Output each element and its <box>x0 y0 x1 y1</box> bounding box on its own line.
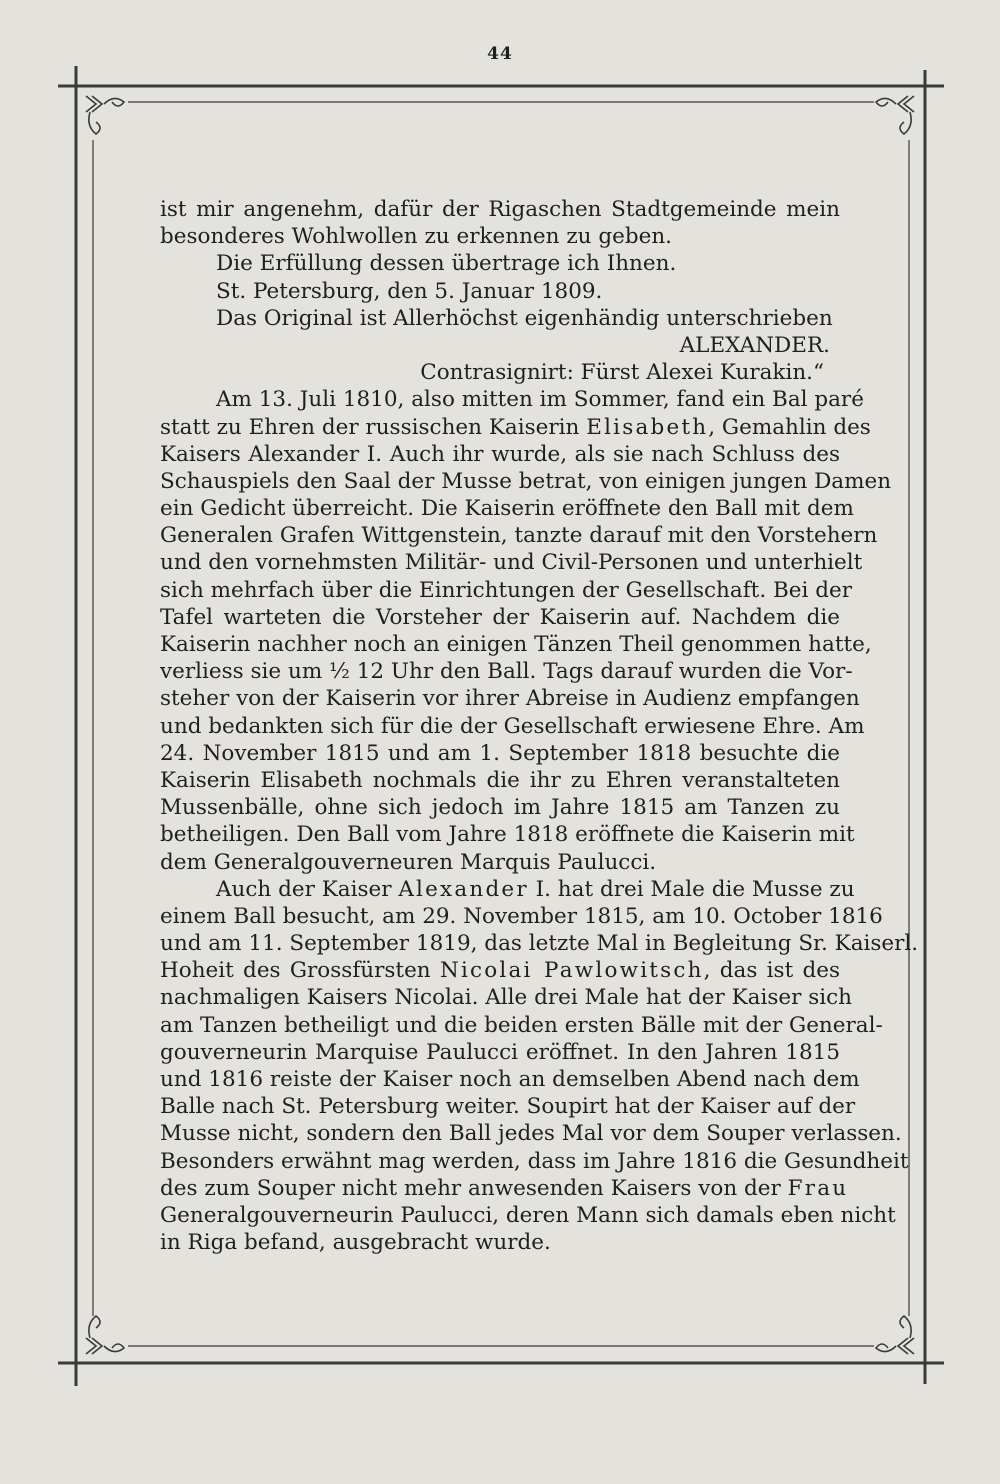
ornament-corner-icon <box>876 1316 914 1354</box>
text-line: Besonders erwähnt mag werden, dass im Jahre 1816 die Gesundheit <box>160 1148 909 1174</box>
text-line: steher von der Kaiserin vor ihrer Abreise in Audienz empfangen <box>160 686 860 712</box>
text-line: Kaiserin nachher noch an einigen Tänzen Theil genommen hatte, <box>160 632 872 657</box>
spaced-name: Nicolai Pawlowitsch <box>439 958 704 984</box>
text-line: Generalen Grafen Wittgenstein, tanzte darauf mit den Vorstehern <box>160 523 878 549</box>
text-line: 24. November 1815 und am 1. September 1818 besuchte die <box>160 740 840 766</box>
text-span: , Gemahlin des <box>708 414 871 440</box>
text-line: gouverneurin Marquise Paulucci eröffnet. In den Jahren 1815 <box>160 1039 840 1065</box>
text-line: besonderes Wohlwollen zu erkennen zu geben. <box>160 224 673 250</box>
text-line <box>160 876 855 903</box>
text-line: St. Petersburg, den 5. Januar 1809. <box>216 278 603 304</box>
text-span: statt zu Ehren der russischen Kaiserin <box>160 414 587 440</box>
text-line: Tafel warteten die Vorsteher der Kaiserin auf. Nachdem die <box>160 604 840 630</box>
text-line: nachmaligen Kaisers Nicolai. Alle drei Male hat der Kaiser sich <box>160 985 852 1011</box>
spaced-name: Alexander <box>398 876 529 902</box>
text-line: Schauspiels den Saal der Musse betrat, von einigen jungen Damen <box>160 468 892 494</box>
text-span: I. hat drei Male die Musse zu <box>528 876 855 902</box>
text-line: Am 13. Juli 1810, also mitten im Sommer, fand ein Bal paré <box>216 387 864 413</box>
text-line: und 1816 reiste der Kaiser noch an demselben Abend nach dem <box>160 1067 860 1092</box>
text-line: Mussenbälle, ohne sich jedoch im Jahre 1815 am Tanzen zu <box>160 795 840 821</box>
text-line: ein Gedicht überreicht. Die Kaiserin eröffnete den Ball mit dem <box>160 496 854 522</box>
text-line: Balle nach St. Petersburg weiter. Soupirt hat der Kaiser auf der <box>160 1094 856 1120</box>
text-line: ist mir angenehm, dafür der Rigaschen Stadtgemeinde mein <box>160 197 840 222</box>
text-line: einem Ball besucht, am 29. November 1815, am 10. October 1816 <box>160 903 883 929</box>
page-number: 44 <box>487 44 513 64</box>
text-line: am Tanzen betheiligt und die beiden ersten Bälle mit der General- <box>160 1012 883 1038</box>
text-span: , das ist des <box>703 958 841 984</box>
text-line: Die Erfüllung dessen übertrage ich Ihnen. <box>216 251 677 277</box>
text-span: des zum Souper nicht mehr anwesenden Kaisers von der <box>160 1175 788 1201</box>
ornament-corner-icon <box>86 1316 124 1354</box>
text-span: Hoheit des Grossfürsten <box>160 958 440 984</box>
spaced-name: Elisabeth <box>586 414 709 440</box>
text-span: Auch der Kaiser <box>216 876 399 902</box>
text-line: Das Original ist Allerhöchst eigenhändig unterschrieben <box>216 305 833 331</box>
text-line: Kaiserin Elisabeth nochmals die ihr zu Ehren veranstalteten <box>160 767 840 793</box>
text-line: in Riga befand, ausgebracht wurde. <box>160 1230 551 1256</box>
signature-line: ALEXANDER. <box>679 332 830 358</box>
text-line: Generalgouverneurin Paulucci, deren Mann sich damals eben nicht <box>160 1202 896 1228</box>
body-text <box>160 196 919 1256</box>
ornament-corner-icon <box>86 96 124 134</box>
text-line: betheiligen. Den Ball vom Jahre 1818 eröffnete die Kaiserin mit <box>160 822 855 848</box>
text-line <box>160 1175 849 1202</box>
text-line: Contrasignirt: Fürst Alexei Kurakin.“ <box>420 360 824 386</box>
ornament-corner-icon <box>876 96 914 134</box>
text-line: Musse nicht, sondern den Ball jedes Mal vor dem Souper verlassen. <box>160 1121 902 1147</box>
text-line: sich mehrfach über die Einrichtungen der Gesellschaft. Bei der <box>160 577 852 603</box>
text-line: und bedankten sich für die der Gesellschaft erwiesene Ehre. Am <box>160 713 865 739</box>
text-line: dem Generalgouverneuren Marquis Paulucci. <box>160 849 657 875</box>
spaced-name: Frau <box>787 1175 849 1201</box>
text-line: verliess sie um ½ 12 Uhr den Ball. Tags darauf wurden die Vor- <box>160 659 853 685</box>
text-line <box>160 957 840 984</box>
text-line: und den vornehmsten Militär- und Civil-Personen und unterhielt <box>160 550 863 576</box>
text-line <box>160 414 871 441</box>
text-line: und am 11. September 1819, das letzte Mal in Begleitung Sr. Kaiserl. <box>160 931 919 957</box>
text-line: Kaisers Alexander I. Auch ihr wurde, als sie nach Schluss des <box>160 441 840 467</box>
